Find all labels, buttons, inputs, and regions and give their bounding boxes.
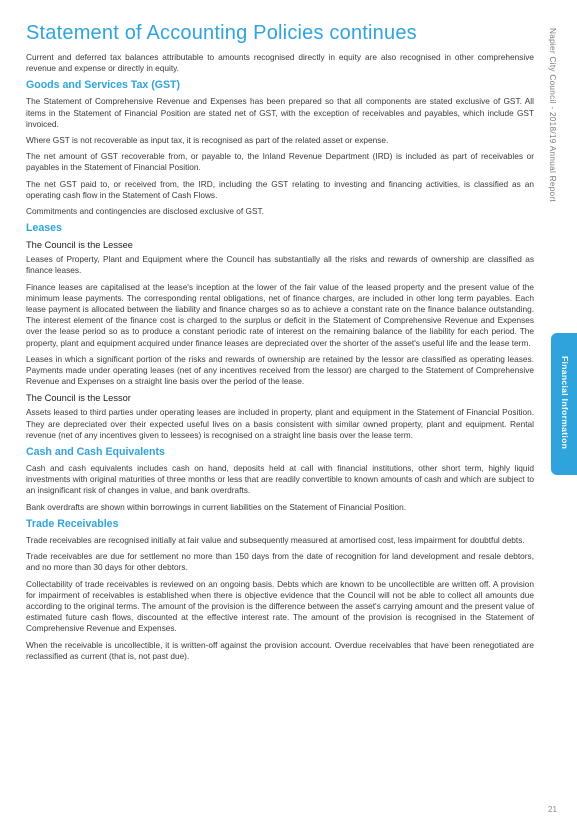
cash-paragraph-2: Bank overdrafts are shown within borrowings in current liabilities on the Statement of Financial Position.	[26, 501, 407, 512]
receivables-paragraph-3: Collectability of trade receivables is reviewed on an ongoing basis. Debts which are known to be uncollectible are written off. A provision for impairment of receivables is established when there is objective evidence that the Council will not be able to collect all amounts due according to the original terms. The amount of the provision is the difference between the asset's carrying amount and the present value of estimated future cash flows, discounted at the effective interest rate. The amount of the provision is recognised in the Statement of Comprehensive Revenue and Expenses.	[26, 578, 534, 634]
lessor-subheading: The Council is the Lessor	[26, 393, 131, 404]
report-side-label: Napier City Council - 2018/19 Annual Report	[548, 28, 557, 203]
gst-paragraph-2: Where GST is not recoverable as input tax, it is recognised as part of the related asset or expense.	[26, 135, 389, 146]
main-content	[26, 52, 534, 667]
leases-paragraph-4: Assets leased to third parties under operating leases are included in property, plant and equipment in the Statement of Financial Position. They are depreciated over their expected useful lives on a basis consistent with similar owned property, plant and equipment. Rental revenue (net of any incentives given to lessees) is recognised on a straight line basis over the lease term.	[26, 407, 534, 440]
lessee-subheading: The Council is the Lessee	[26, 240, 133, 251]
section-tab-label: Financial Information	[560, 356, 570, 450]
gst-paragraph-3: The net amount of GST recoverable from, or payable to, the Inland Revenue Department (IRD) is included as part of receivables or payables in the Statement of Financial Position.	[26, 151, 534, 173]
intro-paragraph: Current and deferred tax balances attributable to amounts recognised directly in equity are also recognised in other comprehensive revenue and expense or directly in equity.	[26, 52, 534, 74]
page-number: 21	[548, 805, 557, 814]
page-title: Statement of Accounting Policies continues	[26, 22, 417, 44]
gst-heading: Goods and Services Tax (GST)	[26, 79, 181, 92]
leases-paragraph-1: Leases of Property, Plant and Equipment where the Council has substantially all the risks and rewards of ownership are classified as finance leases.	[26, 254, 534, 276]
receivables-paragraph-1: Trade receivables are recognised initially at fair value and subsequently measured at amortised cost, less impairment for doubtful debts.	[26, 534, 525, 545]
leases-paragraph-2: Finance leases are capitalised at the lease's inception at the lower of the fair value of the leased property and the present value of the minimum lease payments. The corresponding rental obligations, net of finance charges, are included in other long term payables. Each lease payment is allocated between the liability and finance charges so as to achieve a constant rate on the finance balance outstanding. The interest element of the finance cost is charged to the surplus or deficit in the Statement of Comprehensive Revenue and Expenses over the lease period so as to produce a constant periodic rate of interest on the remaining balance of the liability for each period. The property, plant and equipment acquired under finance leases are depreciated over the shorter of the asset's useful life and the lease term.	[26, 281, 534, 348]
gst-paragraph-1: The Statement of Comprehensive Revenue and Expenses has been prepared so that all components are stated exclusive of GST. All items in the Statement of Financial Position are stated net of GST, with the exception of receivables and payables, which include GST invoiced.	[26, 96, 534, 129]
gst-paragraph-5: Commitments and contingencies are disclosed exclusive of GST.	[26, 206, 264, 217]
cash-paragraph-1: Cash and cash equivalents includes cash on hand, deposits held at call with financial institutions, other short term, highly liquid investments with original maturities of three months or less that are readily convertible to known amounts of cash and which are subject to an insignificant risk of changes in value, and bank overdrafts.	[26, 463, 534, 496]
receivables-heading: Trade Receivables	[26, 517, 119, 530]
receivables-paragraph-2: Trade receivables are due for settlement no more than 150 days from the date of recognition for land development and resale debtors, and no more than 30 days for other debtors.	[26, 551, 534, 573]
leases-heading: Leases	[26, 222, 62, 235]
receivables-paragraph-4: When the receivable is uncollectible, it is written-off against the provision account. Overdue receivables that have been renegotiated are reclassified as current (that is, not past due).	[26, 639, 534, 661]
cash-heading: Cash and Cash Equivalents	[26, 446, 165, 459]
gst-paragraph-4: The net GST paid to, or received from, the IRD, including the GST relating to investing and financing activities, is classified as an operating cash flow in the Statement of Cash Flows.	[26, 178, 534, 200]
leases-paragraph-3: Leases in which a significant portion of the risks and rewards of ownership are retained by the lessor are classified as operating leases. Payments made under operating leases (net of any incentives received from the lessor) are charged to the Statement of Comprehensive Revenue and Expenses on a straight line basis over the period of the lease.	[26, 353, 534, 387]
